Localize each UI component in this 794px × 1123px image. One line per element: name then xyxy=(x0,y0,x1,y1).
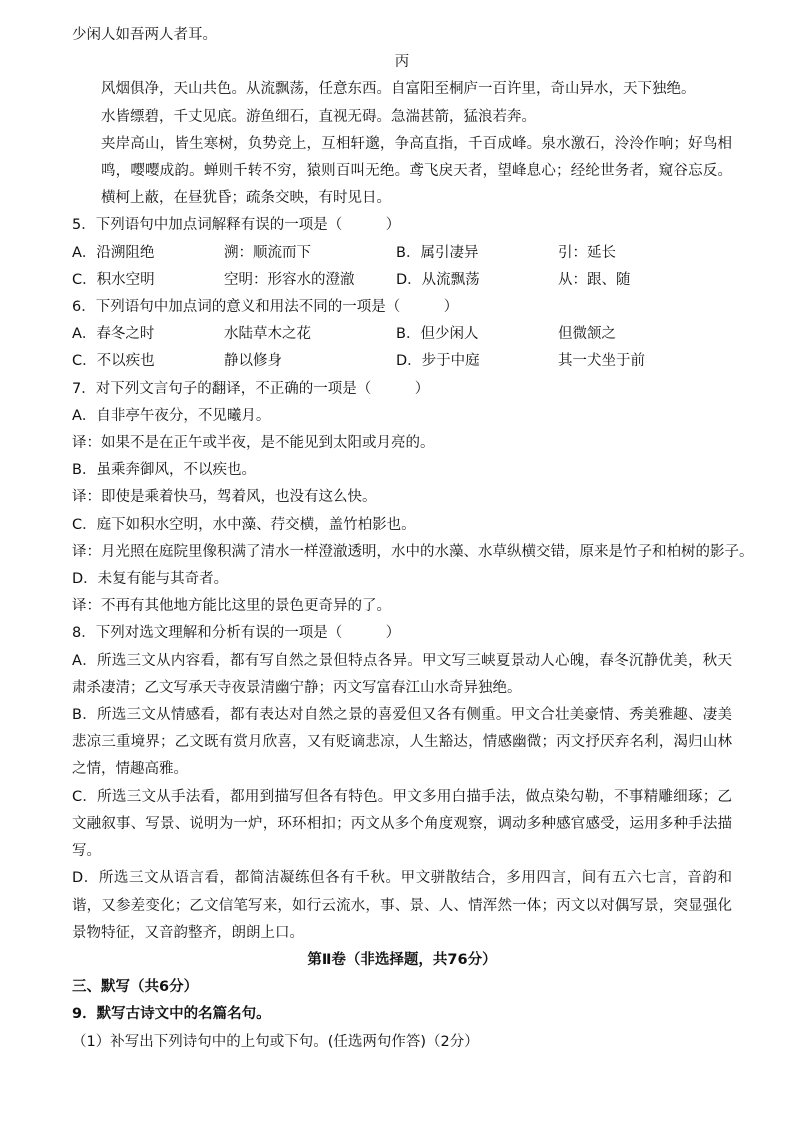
passage-paragraph: 夹岸高山，皆生寒树，负势竞上，互相轩邈，争高直指，千百成峰。泉水激石，泠泠作响；好鸟相鸣，嘤嘤成韵。蝉则千转不穷，猿则百叫无绝。鸢飞戾天者，望峰息心；经纶世务者，窥谷忘反。横柯上蔽，在昼犹昏；疏条交映，有时见日。 xyxy=(101,135,732,207)
option-a-explanation: 溯：顺流而下 xyxy=(224,244,311,261)
option-c-compare: 静以修身 xyxy=(224,353,282,370)
question-6-options-row xyxy=(72,321,732,348)
option-d-compare: 其一犬坐于前 xyxy=(558,353,645,370)
option-b-text: B．但少闲人 xyxy=(396,326,479,343)
question-7-item: C．庭下如积水空明，水中藻、荇交横，盖竹柏影也。 xyxy=(72,516,416,533)
option-b-compare: 但微颔之 xyxy=(558,326,616,343)
question-8-option-c: C．所选三文从手法看，都用到描写但各有特色。甲文多用白描手法，做点染勾勒，不事精雕细琢；乙文融叙事、写景、说明为一炉，环环相扣；丙文从多个角度观察，调动多种感官感受，运用多种手法描写。 xyxy=(72,788,732,860)
question-7-translation: 译：不再有其他地方能比这里的景色更奇异的了。 xyxy=(72,598,391,615)
passage-paragraph: 水皆缥碧，千丈见底。游鱼细石，直视无碍。急湍甚箭，猛浪若奔。 xyxy=(101,108,536,125)
question-9-stem: 9．默写古诗文中的名篇名句。 xyxy=(72,1006,271,1023)
passage-paragraph: 风烟俱净，天山共色。从流飘荡，任意东西。自富阳至桐庐一百许里，奇山异水，天下独绝。 xyxy=(101,81,696,98)
question-7-translation: 译：月光照在庭院里像积满了清水一样澄澈透明，水中的水藻、水草纵横交错，原来是竹子和柏树的影子。 xyxy=(72,543,754,560)
part-2-title: 第Ⅱ卷（非选择题，共76分） xyxy=(307,951,497,968)
question-6-stem: 6．下列语句中加点词的意义和用法不同的一项是（ ） xyxy=(72,299,459,316)
question-7-translation: 译：如果不是在正午或半夜，是不能见到太阳或月亮的。 xyxy=(72,435,435,452)
question-7-stem: 7．对下列文言句子的翻译，不正确的一项是（ ） xyxy=(72,380,430,397)
option-d-text: D．从流飘荡 xyxy=(396,271,480,288)
question-8-option-a: A．所选三文从内容看，都有写自然之景但特点各异。甲文写三峡夏景动人心魄，春冬沉静优美，秋天肃杀凄清；乙文写承天寺夜景清幽宁静；丙文写富春江山水奇异独绝。 xyxy=(72,652,732,696)
option-a-compare: 水陆草木之花 xyxy=(224,326,311,343)
question-8-option-b: B．所选三文从情感看，都有表达对自然之景的喜爱但又各有侧重。甲文合壮美豪情、秀美雅趣、凄美悲凉三重境界；乙文既有赏月欣喜，又有贬谪悲凉，人生豁达，情感幽微；丙文抒厌弃名利，渴归山林之情，情趣高雅。 xyxy=(72,707,732,778)
question-5-options-row xyxy=(72,240,732,267)
question-8-stem: 8．下列对选文理解和分析有误的一项是（ ） xyxy=(72,625,401,642)
section-heading: 三、默写（共6分） xyxy=(72,979,199,996)
question-7-translation: 译：即使是乘着快马，驾着风，也没有这么快。 xyxy=(72,489,377,506)
question-5-stem: 5．下列语句中加点词解释有误的一项是（ ） xyxy=(72,217,401,234)
option-a-text: A．沿溯阻绝 xyxy=(72,244,155,261)
option-c-text: C．积水空明 xyxy=(72,271,155,288)
option-a-text: A．春冬之时 xyxy=(72,326,155,343)
text-line: 少闲人如吾两人者耳。 xyxy=(72,27,217,43)
question-7-item: D．未复有能与其奇者。 xyxy=(72,571,229,588)
question-7-item: A．自非亭午夜分，不见曦月。 xyxy=(72,407,271,424)
question-6-options-row xyxy=(72,348,732,375)
passage-title-bing: 丙 xyxy=(394,54,410,71)
exam-page xyxy=(72,22,754,1056)
question-9-sub-1: （1）补写出下列诗句中的上句或下句。(任选两句作答)（2分） xyxy=(72,1033,479,1050)
option-b-text: B．属引凄异 xyxy=(396,244,479,261)
option-c-text: C．不以疾也 xyxy=(72,353,155,370)
question-7-item: B．虽乘奔御风，不以疾也。 xyxy=(72,462,256,479)
option-b-explanation: 引：延长 xyxy=(558,244,616,261)
option-d-explanation: 从：跟、随 xyxy=(558,271,631,288)
question-8-option-d: D．所选三文从语言看，都简洁凝练但各有千秋。甲文骈散结合，多用四言，间有五六七言，音韵和谐，又参差变化；乙文信笔写来，如行云流水，事、景、人、情浑然一体；丙文以对偶写景，突显强化景物特征，又音韵整齐，朗朗上口。 xyxy=(72,870,732,941)
option-d-text: D．步于中庭 xyxy=(396,353,480,370)
option-c-explanation: 空明：形容水的澄澈 xyxy=(224,271,355,288)
question-5-options-row xyxy=(72,267,732,294)
